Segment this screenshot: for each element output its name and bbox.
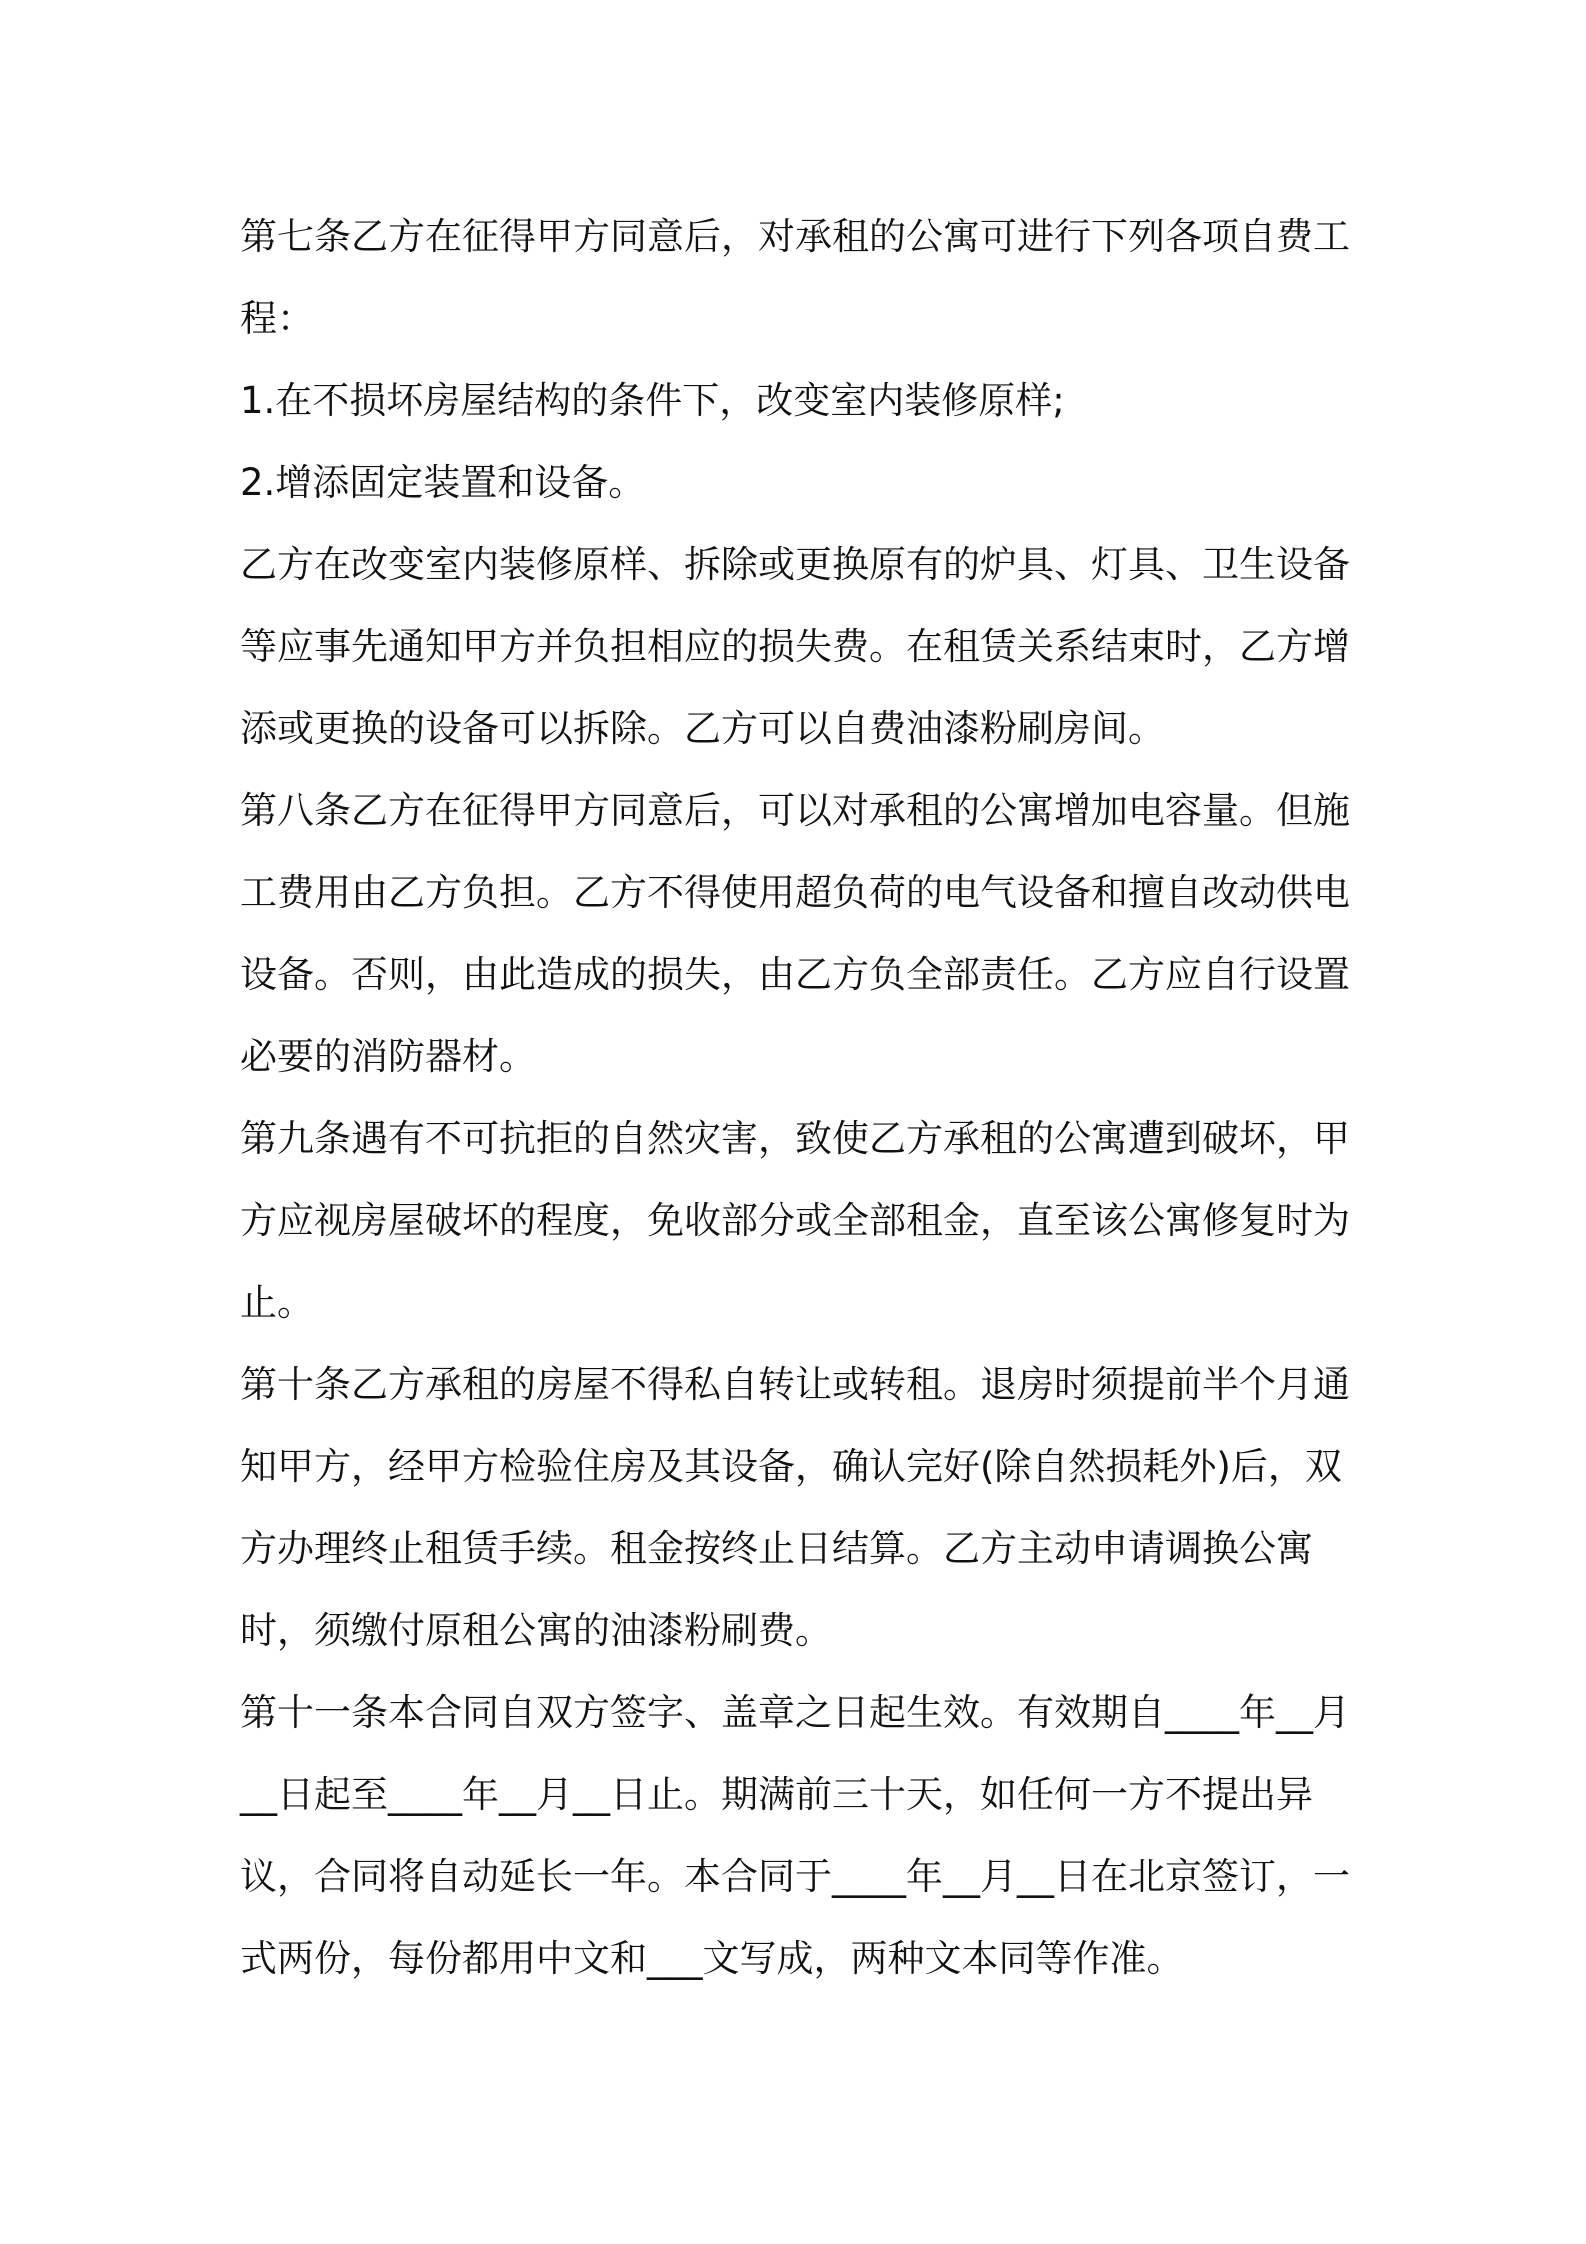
article-7-intro: 第七条乙方在征得甲方同意后，对承租的公寓可进行下列各项自费工程： xyxy=(240,215,1350,340)
document-body xyxy=(240,196,1360,2000)
article-11: 第十一条本合同自双方签字、盖章之日起生效。有效期自____年__月__日起至____年__月__日止。期满前三十天，如任何一方不提出异议，合同将自动延长一年。本合同于____年__月__日在北京签订，一式两份，每份都用中文和___文写成，两种文本同等作准。 xyxy=(240,1691,1350,1980)
article-10: 第十条乙方承租的房屋不得私自转让或转租。退房时须提前半个月通知甲方，经甲方检验住房及其设备，确认完好(除自然损耗外)后，双方办理终止租赁手续。租金按终止日结算。乙方主动申请调换公寓时，须缴付原租公寓的油漆粉刷费。 xyxy=(240,1363,1350,1652)
article-7-item-1: 1.在不损坏房屋结构的条件下，改变室内装修原样; xyxy=(240,379,1065,422)
article-7-item-2: 2.增添固定装置和设备。 xyxy=(240,461,646,504)
article-9: 第九条遇有不可抗拒的自然灾害，致使乙方承租的公寓遭到破坏，甲方应视房屋破坏的程度，免收部分或全部租金，直至该公寓修复时为止。 xyxy=(240,1117,1350,1324)
article-8: 第八条乙方在征得甲方同意后，可以对承租的公寓增加电容量。但施工费用由乙方负担。乙方不得使用超负荷的电气设备和擅自改动供电设备。否则，由此造成的损失，由乙方负全部责任。乙方应自行设置必要的消防器材。 xyxy=(240,789,1350,1078)
article-7-notice: 乙方在改变室内装修原样、拆除或更换原有的炉具、灯具、卫生设备等应事先通知甲方并负担相应的损失费。在租赁关系结束时，乙方增添或更换的设备可以拆除。乙方可以自费油漆粉刷房间。 xyxy=(240,543,1350,750)
